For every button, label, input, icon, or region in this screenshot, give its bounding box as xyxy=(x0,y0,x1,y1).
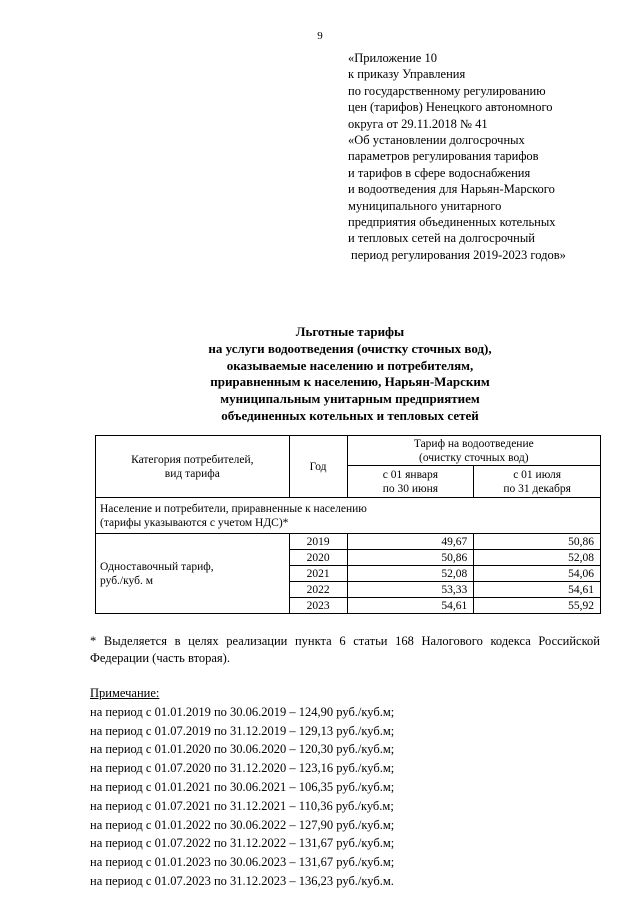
year-cell: 2020 xyxy=(289,550,347,566)
note-line: на период с 01.01.2021 по 30.06.2021 – 106,35 руб./куб.м; xyxy=(90,779,395,794)
note-line: на период с 01.01.2020 по 30.06.2020 – 120,30 руб./куб.м; xyxy=(90,742,395,757)
period1-line1: с 01 января xyxy=(382,468,439,481)
consumer-group-row xyxy=(96,498,601,534)
document-title xyxy=(90,324,610,425)
title-line: объединенных котельных и тепловых сетей xyxy=(221,407,479,423)
category-header-line1: Категория потребителей, xyxy=(131,453,254,466)
tariff-h2-cell: 54,06 xyxy=(474,566,601,582)
category-header xyxy=(96,436,290,498)
tariff-header-line1: Тариф на водоотведение xyxy=(413,437,534,450)
appendix-header xyxy=(348,50,618,263)
consumer-group-line1: Население и потребители, приравненные к населению xyxy=(100,502,367,515)
appendix-line: к приказу Управления xyxy=(348,67,466,82)
tariff-table xyxy=(95,435,601,614)
period1-header xyxy=(347,466,474,498)
tariff-h1-cell: 49,67 xyxy=(347,534,474,550)
note-line: на период с 01.07.2023 по 31.12.2023 – 136,23 руб./куб.м. xyxy=(90,873,394,888)
tariff-h1-cell: 52,08 xyxy=(347,566,474,582)
note-line: на период с 01.01.2023 по 30.06.2023 – 131,67 руб./куб.м; xyxy=(90,855,395,870)
tariff-h2-cell: 54,61 xyxy=(474,582,601,598)
appendix-line: муниципального унитарного xyxy=(348,198,502,213)
note-line: на период с 01.01.2019 по 30.06.2019 – 124,90 руб./куб.м; xyxy=(90,704,395,719)
title-line: приравненным к населению, Нарьян-Марским xyxy=(210,374,490,390)
year-cell: 2023 xyxy=(289,598,347,614)
tariff-type-line1: Одноставочный тариф, xyxy=(100,560,214,573)
category-header-line2: вид тарифа xyxy=(164,467,220,480)
footnote: * Выделяется в целях реализации пункта 6 статьи 168 Налогового кодекса Российской Федерации (часть вторая). xyxy=(90,634,600,665)
notes-heading: Примечание: xyxy=(90,686,160,700)
note-line: на период с 01.07.2021 по 31.12.2021 – 110,36 руб./куб.м; xyxy=(90,798,394,813)
note-line: на период с 01.07.2019 по 31.12.2019 – 129,13 руб./куб.м; xyxy=(90,723,395,738)
tariff-h1-cell: 53,33 xyxy=(347,582,474,598)
appendix-line: период регулирования 2019-2023 годов» xyxy=(351,247,566,262)
year-header: Год xyxy=(289,436,347,498)
period2-line1: с 01 июля xyxy=(513,468,562,481)
notes-section xyxy=(90,684,610,891)
year-cell: 2022 xyxy=(289,582,347,598)
tariff-h1-cell: 50,86 xyxy=(347,550,474,566)
appendix-line: цен (тарифов) Ненецкого автономного xyxy=(348,100,553,115)
tariff-header-line2: (очистку сточных вод) xyxy=(418,451,529,464)
tariff-h2-cell: 55,92 xyxy=(474,598,601,614)
tariff-h1-cell: 54,61 xyxy=(347,598,474,614)
page-number: 9 xyxy=(317,30,323,42)
appendix-line: и водоотведения для Нарьян-Марского xyxy=(348,182,555,197)
appendix-line: параметров регулирования тарифов xyxy=(348,149,539,164)
appendix-line: по государственному регулированию xyxy=(348,83,546,98)
tariff-type-cell xyxy=(96,534,290,614)
title-line: оказываемые населению и потребителям, xyxy=(226,357,474,373)
period2-line2: по 31 декабря xyxy=(503,482,571,495)
tariff-header xyxy=(347,436,600,466)
tariff-type-line2: руб./куб. м xyxy=(100,574,154,587)
year-cell: 2019 xyxy=(289,534,347,550)
tariff-h2-cell: 50,86 xyxy=(474,534,601,550)
period1-line2: по 30 июня xyxy=(382,482,439,495)
appendix-line: предприятия объединенных котельных xyxy=(348,215,556,230)
appendix-line: и тепловых сетей на долгосрочный xyxy=(348,231,535,246)
year-cell: 2021 xyxy=(289,566,347,582)
consumer-group-line2: (тарифы указываются с учетом НДС)* xyxy=(100,516,289,529)
tariff-h2-cell: 52,08 xyxy=(474,550,601,566)
note-line: на период с 01.01.2022 по 30.06.2022 – 127,90 руб./куб.м; xyxy=(90,817,395,832)
appendix-line: и тарифов в сфере водоснабжения xyxy=(348,165,531,180)
note-line: на период с 01.07.2020 по 31.12.2020 – 123,16 руб./куб.м; xyxy=(90,761,395,776)
title-line: муниципальным унитарным предприятием xyxy=(220,391,480,407)
note-line: на период с 01.07.2022 по 31.12.2022 – 131,67 руб./куб.м; xyxy=(90,836,395,851)
appendix-line: «Об установлении долгосрочных xyxy=(348,133,525,148)
title-line: Льготные тарифы xyxy=(295,324,405,339)
appendix-line: «Приложение 10 xyxy=(348,51,437,65)
title-line: на услуги водоотведения (очистку сточных вод), xyxy=(208,340,492,356)
appendix-line: округа от 29.11.2018 № 41 xyxy=(348,116,488,131)
period2-header xyxy=(474,466,601,498)
